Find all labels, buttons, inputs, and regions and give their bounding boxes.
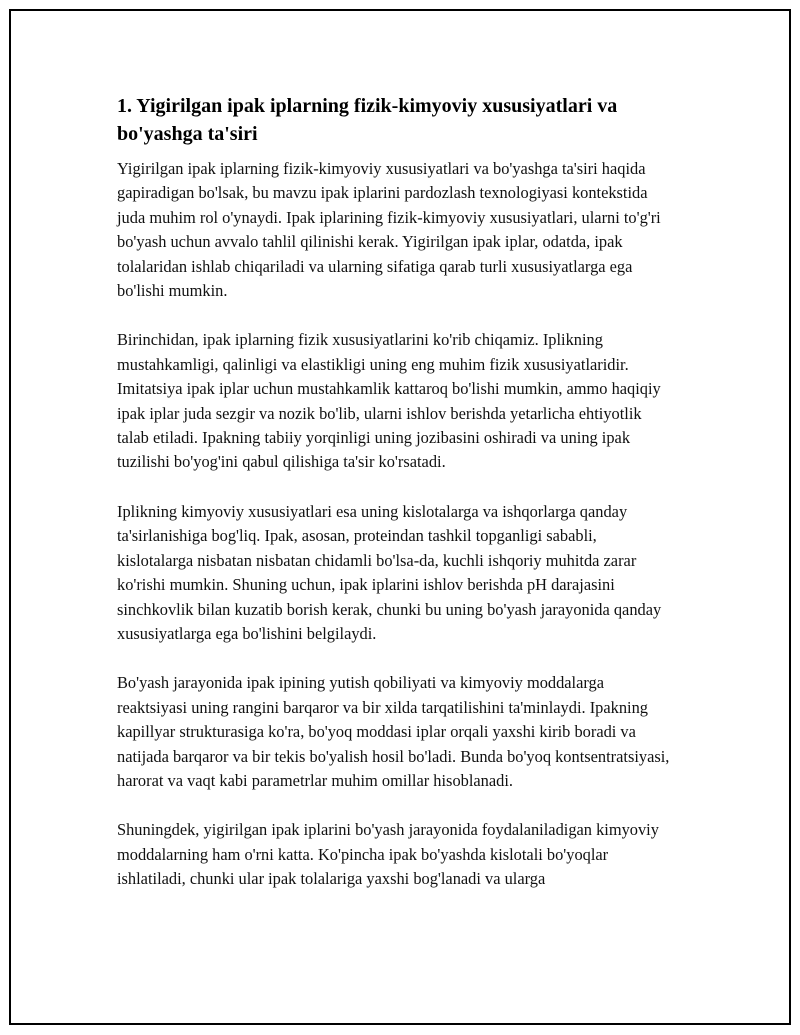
paragraph-4: Bo'yash jarayonida ipak ipining yutish qobiliyati va kimyoviy moddalarga reaktsiyasi uning rangini barqaror va bir xilda tarqatilishini ta'minlaydi. Ipakning kapillyar strukturasiga ko'ra, bo'yoq moddasi iplar orqali yaxshi kirib boradi va natijada barqaror va bir tekis bo'yalish hosil bo'ladi. Bunda bo'yoq kontsentratsiyasi, harorat va vaqt kabi parametrlar muhim omillar hisoblanadi. <box>117 673 670 790</box>
section-heading: 1. Yigirilgan ipak iplarning fizik-kimyoviy xususiyatlari va bo'yashga ta'siri <box>117 95 618 145</box>
paragraph-2: Birinchidan, ipak iplarning fizik xususiyatlarini ko'rib chiqamiz. Iplikning mustahkamligi, qalinligi va elastikligi uning eng muhim fizik xususiyatlaridir. Imitatsiya ipak iplar uchun mustahkamlik kattaroq bo'lishi mumkin, ammo haqiqiy ipak iplar juda sezgir va nozik bo'lib, ularni ishlov berishda yetarlicha ehtiyotlik talab etiladi. Ipakning tabiiy yorqinligi uning jozibasini oshiradi va uning ipak tuzilishi bo'yog'ini qabul qilishiga ta'sir ko'rsatadi. <box>117 330 661 472</box>
paragraph-5: Shuningdek, yigirilgan ipak iplarini bo'yash jarayonida foydalaniladigan kimyoviy moddalarning ham o'rni katta. Ko'pincha ipak bo'yashda kislotali bo'yoqlar ishlatiladi, chunki ular ipak tolalariga yaxshi bog'lanadi va ularga <box>117 820 659 889</box>
paragraph-3: Iplikning kimyoviy xususiyatlari esa uning kislotalarga va ishqorlarga qanday ta'sirlanishiga bog'liq. Ipak, asosan, proteindan tashkil topganligi sababli, kislotalarga nisbatan nisbatan chidamli bo'lsa-da, kuchli ishqoriy muhitda zarar ko'rishi mumkin. Shuning uchun, ipak iplarini ishlov berishda pH darajasini sinchkovlik bilan kuzatib borish kerak, chunki bu uning bo'yash jarayonida qanday xususiyatlarga ega bo'lishini belgilaydi. <box>117 501 662 643</box>
document-body <box>117 92 677 917</box>
paragraph-1: Yigirilgan ipak iplarning fizik-kimyoviy xususiyatlari va bo'yashga ta'siri haqida gapiradigan bo'lsak, bu mavzu ipak iplarini pardozlash texnologiyasi kontekstida juda muhim rol o'ynaydi. Ipak iplarining fizik-kimyoviy xususiyatlari, ularni to'g'ri bo'yash uchun avvalo tahlil qilinishi kerak. Yigirilgan ipak iplar, odatda, ipak tolalaridan ishlab chiqariladi va ularning sifatiga qarab turli xususiyatlarga ega bo'lishi mumkin. <box>117 159 661 301</box>
